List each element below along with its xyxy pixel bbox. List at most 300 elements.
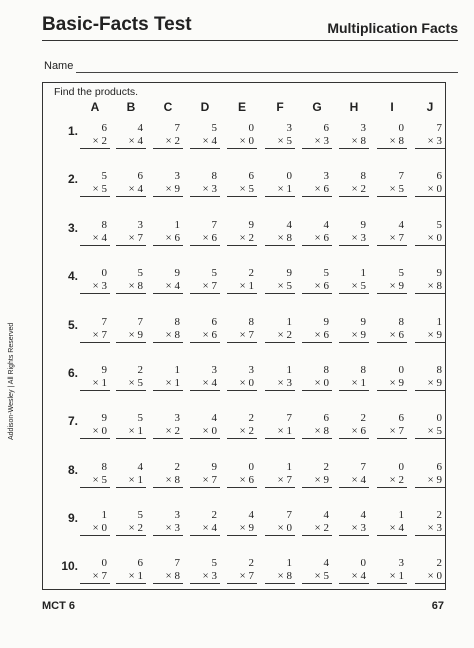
multiplier: × 9 xyxy=(339,329,369,343)
problem[interactable] xyxy=(265,364,295,391)
name-label: Name xyxy=(44,60,74,72)
problem[interactable] xyxy=(377,412,407,439)
multiplier: × 3 xyxy=(80,280,110,294)
multiplier: × 4 xyxy=(377,522,407,536)
multiplier: × 1 xyxy=(116,425,146,439)
row-label: 4. xyxy=(67,269,78,283)
multiplicand: 3 xyxy=(398,557,404,569)
multiplicand: 6 xyxy=(137,170,143,182)
multiplicand: 7 xyxy=(286,412,292,424)
multiplier: × 5 xyxy=(265,135,295,149)
problem[interactable] xyxy=(116,219,146,246)
column-header: A xyxy=(90,100,100,114)
multiplicand: 7 xyxy=(174,557,180,569)
multiplier: × 6 xyxy=(153,232,183,246)
multiplicand: 7 xyxy=(174,122,180,134)
multiplicand: 7 xyxy=(137,316,143,328)
row-label: 7. xyxy=(67,414,78,428)
problem[interactable] xyxy=(190,170,220,197)
multiplicand: 2 xyxy=(137,364,143,376)
problem[interactable] xyxy=(265,557,295,584)
problem[interactable] xyxy=(153,509,183,536)
problem[interactable] xyxy=(265,267,295,294)
multiplier: × 5 xyxy=(265,280,295,294)
problem[interactable] xyxy=(302,364,332,391)
column-header: D xyxy=(200,100,210,114)
multiplicand: 6 xyxy=(323,412,329,424)
multiplicand: 9 xyxy=(174,267,180,279)
multiplicand: 9 xyxy=(323,316,329,328)
multiplier: × 7 xyxy=(116,232,146,246)
multiplicand: 5 xyxy=(101,170,107,182)
multiplier: × 8 xyxy=(116,280,146,294)
row-label: 9. xyxy=(67,511,78,525)
multiplier: × 0 xyxy=(227,377,257,391)
problem[interactable] xyxy=(153,219,183,246)
multiplier: × 8 xyxy=(153,570,183,584)
multiplier: × 5 xyxy=(116,377,146,391)
multiplicand: 2 xyxy=(436,509,442,521)
problem[interactable] xyxy=(116,267,146,294)
column-header: F xyxy=(276,100,284,114)
multiplicand: 2 xyxy=(323,461,329,473)
problem[interactable] xyxy=(80,509,110,536)
multiplier: × 4 xyxy=(116,183,146,197)
multiplicand: 5 xyxy=(137,509,143,521)
multiplier: × 9 xyxy=(415,329,445,343)
multiplier: × 4 xyxy=(153,280,183,294)
problem[interactable] xyxy=(265,170,295,197)
problem[interactable] xyxy=(377,461,407,488)
multiplier: × 4 xyxy=(339,474,369,488)
multiplicand: 5 xyxy=(211,557,217,569)
multiplier: × 4 xyxy=(190,377,220,391)
multiplier: × 6 xyxy=(339,425,369,439)
problem[interactable] xyxy=(116,557,146,584)
problem[interactable] xyxy=(80,122,110,149)
multiplier: × 0 xyxy=(415,183,445,197)
problem[interactable] xyxy=(302,509,332,536)
multiplicand: 0 xyxy=(248,461,254,473)
multiplier: × 2 xyxy=(153,135,183,149)
problem[interactable] xyxy=(415,364,445,391)
problem[interactable] xyxy=(339,412,369,439)
multiplicand: 5 xyxy=(211,122,217,134)
multiplier: × 3 xyxy=(339,232,369,246)
multiplier: × 3 xyxy=(153,522,183,536)
multiplier: × 8 xyxy=(153,474,183,488)
problem[interactable] xyxy=(339,364,369,391)
page-title: Basic-Facts Test xyxy=(42,14,192,35)
problem[interactable] xyxy=(302,316,332,343)
multiplicand: 6 xyxy=(211,316,217,328)
problem[interactable] xyxy=(190,219,220,246)
multiplicand: 0 xyxy=(286,170,292,182)
multiplicand: 7 xyxy=(436,122,442,134)
problem[interactable] xyxy=(116,461,146,488)
problem[interactable] xyxy=(190,509,220,536)
problem[interactable] xyxy=(377,509,407,536)
multiplier: × 8 xyxy=(265,570,295,584)
multiplicand: 0 xyxy=(101,557,107,569)
problem[interactable] xyxy=(153,122,183,149)
row-label: 5. xyxy=(67,318,78,332)
multiplicand: 5 xyxy=(323,267,329,279)
problem[interactable] xyxy=(80,219,110,246)
multiplicand: 7 xyxy=(360,461,366,473)
problem[interactable] xyxy=(302,461,332,488)
problem[interactable] xyxy=(339,557,369,584)
multiplicand: 5 xyxy=(137,412,143,424)
multiplicand: 0 xyxy=(398,122,404,134)
problem[interactable] xyxy=(190,316,220,343)
problem[interactable] xyxy=(190,461,220,488)
multiplicand: 4 xyxy=(323,557,329,569)
problem[interactable] xyxy=(339,170,369,197)
multiplier: × 7 xyxy=(265,474,295,488)
problem[interactable] xyxy=(116,412,146,439)
multiplicand: 4 xyxy=(323,509,329,521)
problem[interactable] xyxy=(227,122,257,149)
multiplier: × 9 xyxy=(302,474,332,488)
multiplicand: 9 xyxy=(360,219,366,231)
multiplicand: 3 xyxy=(248,364,254,376)
multiplicand: 6 xyxy=(436,461,442,473)
multiplicand: 4 xyxy=(248,509,254,521)
row-label: 1. xyxy=(67,124,78,138)
problem[interactable] xyxy=(302,557,332,584)
multiplier: × 7 xyxy=(80,329,110,343)
multiplier: × 6 xyxy=(190,329,220,343)
multiplicand: 9 xyxy=(436,267,442,279)
problem[interactable] xyxy=(302,412,332,439)
multiplicand: 5 xyxy=(137,267,143,279)
problem[interactable] xyxy=(265,509,295,536)
problem[interactable] xyxy=(80,267,110,294)
column-header: C xyxy=(163,100,173,114)
multiplier: × 3 xyxy=(190,183,220,197)
multiplier: × 8 xyxy=(302,425,332,439)
multiplier: × 2 xyxy=(80,135,110,149)
multiplier: × 8 xyxy=(153,329,183,343)
multiplier: × 6 xyxy=(302,183,332,197)
problem[interactable] xyxy=(339,122,369,149)
problem[interactable] xyxy=(339,461,369,488)
column-header: B xyxy=(126,100,136,114)
multiplicand: 2 xyxy=(248,267,254,279)
multiplier: × 9 xyxy=(227,522,257,536)
multiplier: × 4 xyxy=(190,522,220,536)
multiplicand: 7 xyxy=(286,509,292,521)
problem[interactable] xyxy=(265,412,295,439)
multiplier: × 0 xyxy=(265,522,295,536)
multiplicand: 1 xyxy=(360,267,366,279)
header-rule xyxy=(42,40,458,41)
multiplier: × 3 xyxy=(302,135,332,149)
problem[interactable] xyxy=(116,170,146,197)
problem[interactable] xyxy=(415,267,445,294)
column-header: E xyxy=(237,100,246,114)
problem[interactable] xyxy=(415,412,445,439)
multiplicand: 0 xyxy=(360,557,366,569)
multiplier: × 0 xyxy=(415,232,445,246)
multiplicand: 3 xyxy=(174,509,180,521)
column-header: J xyxy=(426,100,434,114)
multiplicand: 5 xyxy=(436,219,442,231)
multiplicand: 3 xyxy=(323,170,329,182)
multiplier: × 3 xyxy=(415,522,445,536)
problem[interactable] xyxy=(153,557,183,584)
multiplicand: 4 xyxy=(211,412,217,424)
problem[interactable] xyxy=(153,461,183,488)
multiplicand: 6 xyxy=(436,170,442,182)
multiplier: × 0 xyxy=(190,425,220,439)
problem[interactable] xyxy=(80,461,110,488)
multiplicand: 5 xyxy=(398,267,404,279)
multiplicand: 4 xyxy=(323,219,329,231)
multiplier: × 6 xyxy=(302,280,332,294)
multiplier: × 0 xyxy=(302,377,332,391)
multiplier: × 1 xyxy=(116,570,146,584)
problem[interactable] xyxy=(116,364,146,391)
multiplier: × 4 xyxy=(190,135,220,149)
multiplicand: 1 xyxy=(286,461,292,473)
multiplier: × 5 xyxy=(80,183,110,197)
problem[interactable] xyxy=(190,412,220,439)
name-line[interactable] xyxy=(76,72,458,73)
problem[interactable] xyxy=(377,364,407,391)
problem[interactable] xyxy=(80,316,110,343)
problem[interactable] xyxy=(265,461,295,488)
multiplier: × 3 xyxy=(265,377,295,391)
multiplier: × 6 xyxy=(377,329,407,343)
multiplicand: 1 xyxy=(286,316,292,328)
problem[interactable] xyxy=(227,364,257,391)
multiplicand: 6 xyxy=(101,122,107,134)
multiplier: × 5 xyxy=(227,183,257,197)
multiplicand: 3 xyxy=(174,412,180,424)
multiplicand: 7 xyxy=(211,219,217,231)
multiplicand: 1 xyxy=(286,364,292,376)
multiplicand: 8 xyxy=(174,316,180,328)
multiplier: × 6 xyxy=(190,232,220,246)
multiplier: × 7 xyxy=(227,329,257,343)
problem[interactable] xyxy=(377,219,407,246)
multiplicand: 1 xyxy=(286,557,292,569)
multiplicand: 6 xyxy=(398,412,404,424)
page-number: 67 xyxy=(431,600,444,612)
multiplicand: 0 xyxy=(248,122,254,134)
problem[interactable] xyxy=(80,557,110,584)
multiplier: × 5 xyxy=(302,570,332,584)
problem[interactable] xyxy=(339,267,369,294)
multiplier: × 9 xyxy=(377,377,407,391)
multiplier: × 4 xyxy=(339,570,369,584)
problem[interactable] xyxy=(415,122,445,149)
problem[interactable] xyxy=(153,316,183,343)
multiplier: × 1 xyxy=(153,377,183,391)
problem[interactable] xyxy=(377,122,407,149)
row-label: 2. xyxy=(67,172,78,186)
multiplier: × 0 xyxy=(80,425,110,439)
problem[interactable] xyxy=(415,219,445,246)
problem[interactable] xyxy=(80,412,110,439)
problem[interactable] xyxy=(227,509,257,536)
problem[interactable] xyxy=(80,364,110,391)
multiplier: × 9 xyxy=(116,329,146,343)
multiplicand: 1 xyxy=(436,316,442,328)
problem[interactable] xyxy=(265,122,295,149)
multiplicand: 9 xyxy=(101,412,107,424)
multiplicand: 3 xyxy=(360,122,366,134)
problem[interactable] xyxy=(227,316,257,343)
multiplier: × 3 xyxy=(190,570,220,584)
multiplier: × 2 xyxy=(339,183,369,197)
problem[interactable] xyxy=(153,267,183,294)
multiplier: × 4 xyxy=(116,135,146,149)
multiplicand: 4 xyxy=(398,219,404,231)
multiplicand: 8 xyxy=(101,461,107,473)
multiplicand: 5 xyxy=(211,267,217,279)
multiplicand: 9 xyxy=(286,267,292,279)
multiplicand: 3 xyxy=(174,170,180,182)
multiplicand: 8 xyxy=(211,170,217,182)
multiplicand: 7 xyxy=(101,316,107,328)
problem[interactable] xyxy=(377,557,407,584)
problem[interactable] xyxy=(302,170,332,197)
problem[interactable] xyxy=(415,316,445,343)
problem[interactable] xyxy=(153,364,183,391)
multiplier: × 1 xyxy=(377,570,407,584)
multiplier: × 0 xyxy=(80,522,110,536)
problem[interactable] xyxy=(415,509,445,536)
multiplier: × 7 xyxy=(80,570,110,584)
multiplicand: 8 xyxy=(360,170,366,182)
multiplicand: 6 xyxy=(248,170,254,182)
problem[interactable] xyxy=(339,219,369,246)
row-label: 3. xyxy=(67,221,78,235)
multiplier: × 3 xyxy=(415,135,445,149)
problem[interactable] xyxy=(227,557,257,584)
problem[interactable] xyxy=(415,557,445,584)
problem[interactable] xyxy=(190,267,220,294)
multiplicand: 3 xyxy=(137,219,143,231)
problem[interactable] xyxy=(339,509,369,536)
multiplicand: 2 xyxy=(436,557,442,569)
multiplier: × 9 xyxy=(377,280,407,294)
column-header: G xyxy=(312,100,322,114)
problem[interactable] xyxy=(302,219,332,246)
problem[interactable] xyxy=(377,267,407,294)
multiplier: × 8 xyxy=(265,232,295,246)
problem[interactable] xyxy=(415,461,445,488)
footer-code: MCT 6 xyxy=(42,600,75,612)
multiplier: × 7 xyxy=(377,425,407,439)
multiplicand: 6 xyxy=(323,122,329,134)
multiplier: × 8 xyxy=(377,135,407,149)
multiplicand: 1 xyxy=(398,509,404,521)
multiplicand: 1 xyxy=(174,219,180,231)
problem[interactable] xyxy=(190,122,220,149)
multiplicand: 9 xyxy=(211,461,217,473)
multiplier: × 9 xyxy=(153,183,183,197)
multiplicand: 3 xyxy=(286,122,292,134)
multiplier: × 2 xyxy=(227,232,257,246)
multiplier: × 0 xyxy=(227,135,257,149)
problem[interactable] xyxy=(227,267,257,294)
multiplier: × 5 xyxy=(80,474,110,488)
multiplicand: 4 xyxy=(137,461,143,473)
problem[interactable] xyxy=(227,461,257,488)
problem[interactable] xyxy=(80,170,110,197)
problem[interactable] xyxy=(153,170,183,197)
multiplier: × 1 xyxy=(265,425,295,439)
multiplier: × 2 xyxy=(116,522,146,536)
page-subtitle: Multiplication Facts xyxy=(327,20,458,36)
multiplier: × 1 xyxy=(80,377,110,391)
problem[interactable] xyxy=(227,412,257,439)
problem[interactable] xyxy=(116,509,146,536)
multiplier: × 1 xyxy=(339,377,369,391)
problem[interactable] xyxy=(339,316,369,343)
multiplicand: 9 xyxy=(101,364,107,376)
problem[interactable] xyxy=(116,122,146,149)
multiplier: × 7 xyxy=(190,474,220,488)
problem[interactable] xyxy=(190,557,220,584)
multiplicand: 9 xyxy=(360,316,366,328)
column-header: H xyxy=(349,100,359,114)
problem[interactable] xyxy=(265,219,295,246)
multiplicand: 9 xyxy=(248,219,254,231)
multiplier: × 2 xyxy=(265,329,295,343)
multiplier: × 8 xyxy=(415,280,445,294)
problem[interactable] xyxy=(377,316,407,343)
problem[interactable] xyxy=(302,122,332,149)
multiplicand: 2 xyxy=(174,461,180,473)
multiplier: × 9 xyxy=(415,377,445,391)
problem[interactable] xyxy=(415,170,445,197)
multiplicand: 2 xyxy=(211,509,217,521)
multiplicand: 8 xyxy=(323,364,329,376)
multiplicand: 8 xyxy=(248,316,254,328)
problem[interactable] xyxy=(377,170,407,197)
multiplier: × 2 xyxy=(153,425,183,439)
problem[interactable] xyxy=(227,170,257,197)
multiplier: × 0 xyxy=(415,570,445,584)
multiplier: × 1 xyxy=(227,280,257,294)
multiplicand: 3 xyxy=(211,364,217,376)
multiplicand: 2 xyxy=(248,557,254,569)
multiplicand: 0 xyxy=(436,412,442,424)
multiplicand: 0 xyxy=(398,364,404,376)
multiplier: × 5 xyxy=(377,183,407,197)
multiplier: × 9 xyxy=(415,474,445,488)
problem[interactable] xyxy=(302,267,332,294)
multiplicand: 7 xyxy=(398,170,404,182)
problem[interactable] xyxy=(265,316,295,343)
problem[interactable] xyxy=(227,219,257,246)
problem[interactable] xyxy=(153,412,183,439)
multiplicand: 4 xyxy=(137,122,143,134)
problem[interactable] xyxy=(116,316,146,343)
multiplicand: 1 xyxy=(101,509,107,521)
multiplier: × 6 xyxy=(302,232,332,246)
problem[interactable] xyxy=(190,364,220,391)
multiplicand: 8 xyxy=(101,219,107,231)
multiplier: × 2 xyxy=(377,474,407,488)
multiplier: × 5 xyxy=(415,425,445,439)
multiplicand: 6 xyxy=(137,557,143,569)
